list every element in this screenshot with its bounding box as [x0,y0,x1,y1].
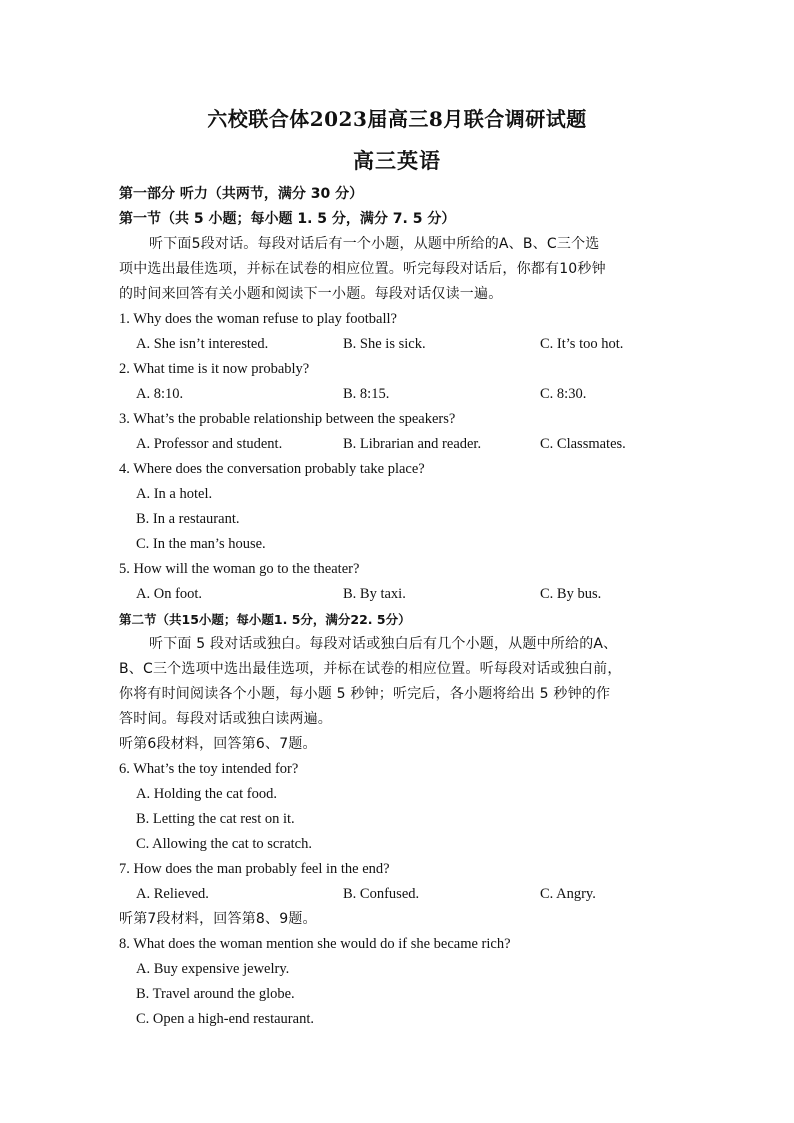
option-c: C. Angry. [540,886,596,902]
option-c: C. In the man’s house. [136,536,266,552]
option-b: B. Travel around the globe. [136,986,295,1002]
option-a: A. She isn’t interested. [136,336,269,352]
option-a: A. Relieved. [136,886,209,902]
option-a: A. In a hotel. [136,486,213,502]
exam-content [119,182,679,1032]
option-b: B. 8:15. [343,386,390,402]
option-c: C. Classmates. [540,436,626,452]
question-1: 1. Why does the woman refuse to play football? [119,311,397,327]
question-7: 7. How does the man probably feel in the end? [119,861,390,877]
section2-instruction-line: B、C三个选项中选出最佳选项，并标在试卷的相应位置。听每段对话或独白前， [119,661,622,677]
option-a: A. Buy expensive jewelry. [136,961,290,977]
part1-heading: 第一部分 听力（共两节，满分 30 分） [119,186,364,202]
option-c: C. Open a high-end restaurant. [136,1011,314,1027]
section2-instruction-line: 答时间。每段对话或独白读两遍。 [119,711,332,727]
option-b: B. She is sick. [343,336,426,352]
section2-instruction-line: 听下面 5 段对话或独白。每段对话或独白后有几个小题，从题中所给的A、 [149,636,618,652]
option-c: C. It’s too hot. [540,336,624,352]
question-3: 3. What’s the probable relationship between the speakers? [119,411,456,427]
section1-instruction-line: 听下面5段对话。每段对话后有一个小题，从题中所给的A、B、C三个选 [149,236,600,252]
option-b: B. By taxi. [343,586,406,602]
section1-heading: 第一节（共 5 小题；每小题 1. 5 分，满分 7. 5 分） [119,211,456,227]
option-c: C. Allowing the cat to scratch. [136,836,312,852]
question-2-options [119,382,679,407]
section1-instruction-line: 项中选出最佳选项，并标在试卷的相应位置。听完每段对话后，你都有10秒钟 [119,261,606,277]
section1-instruction-line: 的时间来回答有关小题和阅读下一小题。每段对话仅读一遍。 [119,286,503,302]
exam-title: 六校联合体2023届高三8月联合调研试题 [207,107,587,131]
option-a: A. Professor and student. [136,436,283,452]
option-b: B. Librarian and reader. [343,436,482,452]
option-b: B. Confused. [343,886,420,902]
section2-heading: 第二节（共15小题；每小题1. 5分，满分22. 5分） [119,612,411,627]
question-5-options [119,582,679,607]
option-a: A. 8:10. [136,386,184,402]
option-c: C. 8:30. [540,386,587,402]
material-7-heading: 听第7段材料，回答第8、9题。 [119,911,317,927]
option-c: C. By bus. [540,586,602,602]
question-3-options [119,432,679,457]
exam-subtitle: 高三英语 [353,148,441,173]
material-6-heading: 听第6段材料，回答第6、7题。 [119,736,317,752]
question-1-options [119,332,679,357]
option-b: B. In a restaurant. [136,511,240,527]
question-2: 2. What time is it now probably? [119,361,310,377]
question-7-options [119,882,679,907]
question-6: 6. What’s the toy intended for? [119,761,299,777]
option-b: B. Letting the cat rest on it. [136,811,295,827]
option-a: A. On foot. [136,586,203,602]
question-4: 4. Where does the conversation probably take place? [119,461,425,477]
option-a: A. Holding the cat food. [136,786,277,802]
question-8: 8. What does the woman mention she would do if she became rich? [119,936,511,952]
question-5: 5. How will the woman go to the theater? [119,561,360,577]
section2-instruction-line: 你将有时间阅读各个小题，每小题 5 秒钟；听完后，各小题将给出 5 秒钟的作 [119,686,611,702]
